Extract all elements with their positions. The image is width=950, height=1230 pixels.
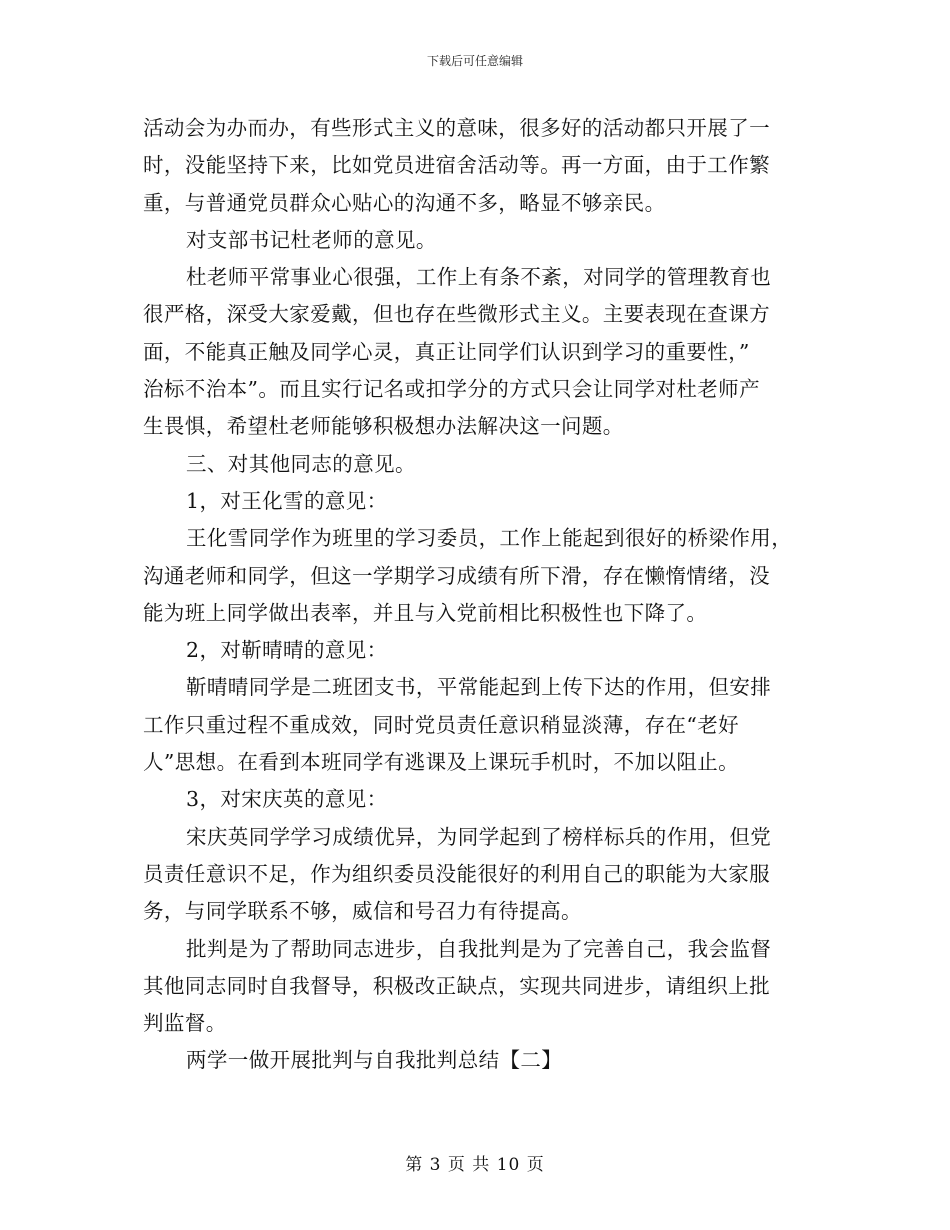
text-line: 时，没能坚持下来，比如党员进宿舍活动等。再一方面，由于工作繁 xyxy=(143,153,770,178)
text-line: 王化雪同学作为班里的学习委员，工作上能起到很好的桥梁作用， xyxy=(186,526,793,551)
text-line: 靳晴晴同学是二班团支书，平常能起到上传下达的作用，但安排 xyxy=(186,675,772,700)
text-line: 其他同志同时自我督导，积极改正缺点，实现共同进步，请组织上批 xyxy=(143,973,770,998)
text-line: 人”思想。在看到本班同学有逃课及上课玩手机时，不加以阻止。 xyxy=(143,750,740,775)
text-line: 活动会为办而办，有些形式主义的意味，很多好的活动都只开展了一 xyxy=(143,116,770,140)
text-line: 判监督。 xyxy=(143,1011,227,1036)
paragraph xyxy=(143,222,808,259)
text-line: 工作只重过程不重成效，同时党员责任意识稍显淡薄，存在“老好 xyxy=(143,712,740,737)
text-line: 务，与同学联系不够，威信和号召力有待提高。 xyxy=(143,899,582,924)
text-line: 面，不能真正触及同学心灵，真正让同学们认识到学习的重要性，” xyxy=(143,339,750,364)
subheading xyxy=(143,632,808,669)
paragraph xyxy=(143,819,808,931)
text-line: 生畏惧，希望杜老师能够积极想办法解决这一问题。 xyxy=(143,414,624,439)
section-title xyxy=(143,1042,808,1079)
text-line: 很严格，深受大家爱戴，但也存在些微形式主义。主要表现在查课方 xyxy=(143,302,770,327)
paragraph xyxy=(143,259,808,445)
text-line: 3，对宋庆英的意见： xyxy=(186,787,388,812)
text-line: 沟通老师和同学，但这一学期学习成绩有所下滑，存在懒惰情绪，没 xyxy=(143,563,770,588)
text-line: 治标不治本”。而且实行记名或扣学分的方式只会让同学对杜老师产 xyxy=(143,377,760,402)
subheading xyxy=(143,483,808,520)
text-line: 重，与普通党员群众心贴心的沟通不多，略显不够亲民。 xyxy=(143,190,666,215)
text-line: 三、对其他同志的意见。 xyxy=(186,451,416,476)
paragraph xyxy=(143,110,808,222)
text-line: 杜老师平常事业心很强，工作上有条不紊，对同学的管理教育也 xyxy=(186,265,772,290)
page-number: 第 3 页 共 10 页 xyxy=(405,1155,545,1175)
document-body xyxy=(143,110,808,1080)
text-line: 员责任意识不足，作为组织委员没能很好的利用自己的职能为大家服 xyxy=(143,861,770,886)
text-line: 对支部书记杜老师的意见。 xyxy=(186,227,437,252)
section-heading xyxy=(143,446,808,483)
text-line: 宋庆英同学学习成绩优异，为同学起到了榜样标兵的作用，但党 xyxy=(186,824,772,849)
text-line: 1，对王化雪的意见： xyxy=(186,488,388,513)
text-line: 两学一做开展批判与自我批判总结【二】 xyxy=(186,1048,563,1073)
paragraph xyxy=(143,520,808,632)
text-line: 批判是为了帮助同志进步，自我批判是为了完善自己，我会监督 xyxy=(186,936,772,961)
text-line: 2，对靳晴晴的意见： xyxy=(186,638,388,663)
paragraph xyxy=(143,931,808,1043)
page-header-note: 下载后可任意编辑 xyxy=(426,54,523,68)
paragraph xyxy=(143,669,808,781)
subheading xyxy=(143,781,808,818)
text-line: 能为班上同学做出表率，并且与入党前相比积极性也下降了。 xyxy=(143,600,708,625)
